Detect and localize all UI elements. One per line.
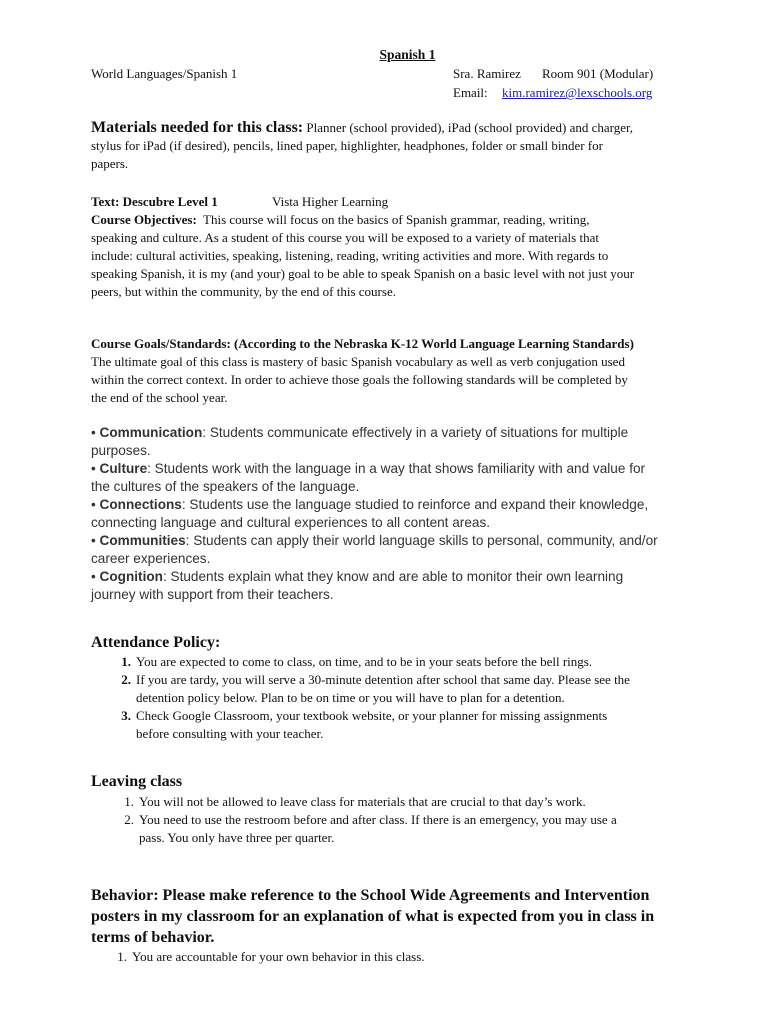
behavior-line-1: Behavior: Please make reference to the School Wide Agreements and Intervention [91, 887, 650, 904]
list-item [117, 948, 732, 966]
standard-text: : Students communicate effectively in a variety of situations for multiple [202, 425, 629, 440]
standard-item [91, 532, 741, 568]
list-item-text-cont: detention policy below. Plan to be on time or you will have to plan for a detention. [136, 690, 565, 705]
objectives-section [91, 211, 741, 301]
list-item [124, 811, 739, 847]
list-number: 1. [124, 794, 134, 809]
standard-item [91, 424, 741, 460]
objectives-label: Course Objectives: [91, 212, 197, 227]
leaving-heading: Leaving class [91, 773, 183, 790]
materials-line-2: stylus for iPad (if desired), pencils, lined paper, highlighter, headphones, folder or small binder for [91, 138, 603, 153]
list-item-text: You are expected to come to class, on time, and to be in your seats before the bell rings. [136, 654, 593, 669]
standard-text: : Students work with the language in a way that shows familiarity with and value for [147, 461, 646, 476]
goals-line-1: The ultimate goal of this class is mastery of basic Spanish vocabulary as well as verb conjugation used [91, 354, 625, 369]
standard-item [91, 568, 741, 604]
list-number: 2. [124, 812, 134, 827]
email-link[interactable]: kim.ramirez@lexschools.org [502, 85, 653, 100]
text-label: Text: Descubre Level 1 [91, 194, 218, 209]
behavior-list [117, 948, 732, 966]
list-item-text: You will not be allowed to leave class for materials that are crucial to that day’s work. [139, 794, 586, 809]
standard-text: : Students use the language studied to reinforce and expand their knowledge, [181, 497, 649, 512]
objectives-line-4: speaking Spanish, it is my (and your) goal to be able to speak Spanish on a basic level with not just your [91, 266, 635, 281]
list-item-text: If you are tardy, you will serve a 30-minute detention after school that same day. Please see the [136, 672, 630, 687]
standard-text-cont: career experiences. [91, 551, 211, 566]
standards-list [91, 424, 741, 604]
standard-text: : Students explain what they know and are able to monitor their own learning [162, 569, 624, 584]
list-item-text: You need to use the restroom before and after class. If there is an emergency, you may use a [139, 812, 617, 827]
standard-text-cont: the cultures of the speakers of the language. [91, 479, 360, 494]
bullet-icon: • [91, 569, 96, 584]
text-publisher: Vista Higher Learning [272, 194, 389, 209]
teacher-name: Sra. Ramirez [453, 66, 521, 81]
standard-term: Communities [99, 533, 186, 548]
goals-line-3: the end of the school year. [91, 390, 228, 405]
standard-text: : Students can apply their world language skills to personal, community, and/or [185, 533, 658, 548]
bullet-icon: • [91, 533, 96, 548]
bullet-icon: • [91, 425, 96, 440]
materials-line-1: Planner (school provided), iPad (school provided) and charger, [306, 120, 634, 135]
objectives-line-2: speaking and culture. As a student of this course you will be exposed to a variety of materials that [91, 230, 599, 245]
page-title: Spanish 1 [379, 47, 436, 62]
list-number: 3. [121, 708, 131, 723]
subject-label: World Languages/Spanish 1 [91, 66, 238, 81]
goals-heading: Course Goals/Standards: (According to the Nebraska K-12 World Language Learning Standards) [91, 336, 634, 351]
standard-term: Cognition [99, 569, 163, 584]
leaving-list [124, 793, 739, 847]
standard-item [91, 496, 741, 532]
list-item-text-cont: pass. You only have three per quarter. [139, 830, 335, 845]
behavior-line-2: posters in my classroom for an explanation of what is expected from you in class in [91, 908, 655, 925]
goals-line-2: within the correct context. In order to achieve those goals the following standards will be completed by [91, 372, 628, 387]
standard-text-cont: connecting language and cultural experiences to all content areas. [91, 515, 491, 530]
materials-heading: Materials needed for this class: [91, 119, 304, 136]
list-item-text: Check Google Classroom, your textbook website, or your planner for missing assignments [136, 708, 608, 723]
attendance-heading: Attendance Policy: [91, 634, 221, 651]
objectives-line-5: peers, but within the community, by the end of this course. [91, 284, 396, 299]
room-label: Room 901 (Modular) [542, 66, 654, 81]
behavior-line-3: terms of behavior. [91, 929, 215, 946]
materials-section [91, 119, 731, 173]
list-number: 1. [121, 654, 131, 669]
behavior-heading [91, 885, 751, 948]
list-item-text: You are accountable for your own behavior in this class. [132, 949, 425, 964]
standard-text-cont: purposes. [91, 443, 151, 458]
materials-line-3: papers. [91, 156, 129, 171]
objectives-line-1: This course will focus on the basics of Spanish grammar, reading, writing, [203, 212, 590, 227]
standard-item [91, 460, 741, 496]
bullet-icon: • [91, 497, 96, 512]
list-number: 1. [117, 949, 127, 964]
goals-section [91, 335, 751, 407]
standard-text-cont: journey with support from their teachers. [91, 587, 334, 602]
attendance-list [121, 653, 736, 743]
list-number: 2. [121, 672, 131, 687]
list-item [121, 653, 736, 671]
standard-term: Connections [99, 497, 182, 512]
bullet-icon: • [91, 461, 96, 476]
standard-term: Communication [99, 425, 203, 440]
list-item [121, 671, 736, 707]
list-item-text-cont: before consulting with your teacher. [136, 726, 324, 741]
standard-term: Culture [99, 461, 148, 476]
email-label: Email: [453, 85, 488, 100]
list-item [124, 793, 739, 811]
objectives-line-3: include: cultural activities, speaking, listening, reading, writing activities and more. With regards to [91, 248, 609, 263]
list-item [121, 707, 736, 743]
